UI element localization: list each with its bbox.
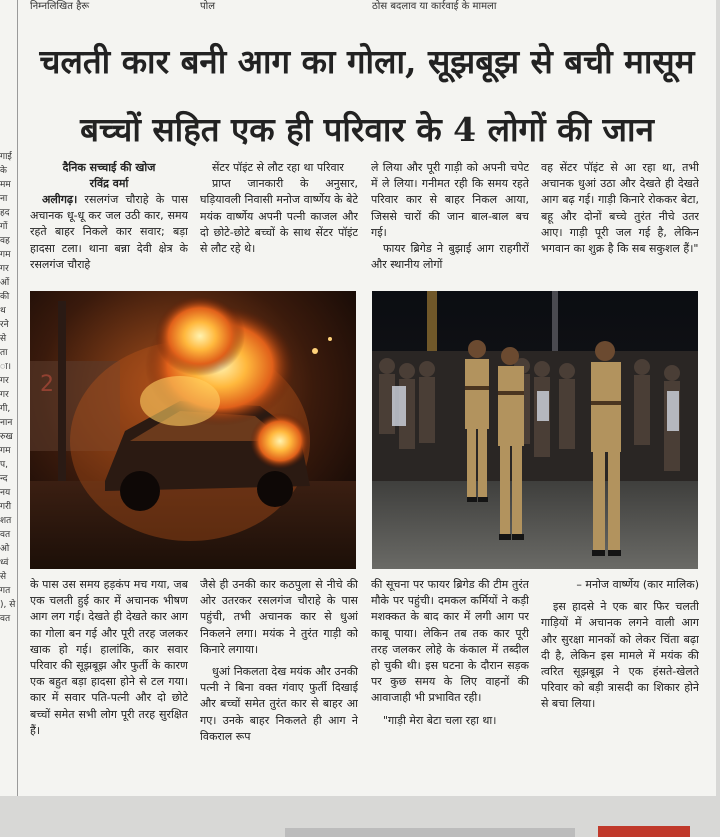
left-edge-column bbox=[0, 150, 16, 626]
left-edge-fragment: गर bbox=[0, 390, 9, 400]
left-edge-fragment: गी, bbox=[0, 404, 11, 414]
police-crowd-image bbox=[372, 291, 698, 569]
article-text: इस हादसे ने एक बार फिर चलती गाड़ियों में अचानक लगने वाली आग और सुरक्षा मानकों को लेकर चिंता बढ़ा दी है, लेकिन इस मामले में मयंक की त्वरित सूझबूझ ने एक हंसते-खेलते परिवार को बड़ी त्रासदी का शिकार होने से बचा लिया। bbox=[541, 600, 699, 711]
headline-line-2: बच्चों सहित एक ही परिवार के 4 लोगों की जान bbox=[80, 110, 654, 149]
top-strip-col1: निम्नलिखित हैरू bbox=[30, 1, 90, 12]
article-text: जैसे ही उनकी कार कठपुला से नीचे की ओर उतरकर रसलगंज चौराहे के पास पहुंची, तभी अचानक कार से धुआं निकलने लगा। मयंक ने तुरंत गाड़ी को किनारे लगाया। bbox=[200, 578, 358, 656]
left-edge-fragment: गरी bbox=[0, 502, 12, 512]
top-strip-col3: ठोस बदलाव या कार्रवाई के मामला bbox=[372, 1, 497, 12]
quote-intro: "गाड़ी मेरा बेटा चला रहा था। bbox=[383, 713, 497, 727]
left-edge-fragment: के bbox=[0, 166, 7, 176]
top-strip-col2: पोल bbox=[200, 1, 216, 12]
article-text: रसलगंज चौराहे के पास अचानक धू-धू कर जल उठी कार, समय रहते बाहर निकले कार सवार; बड़ा हादसा टला। थाना बन्ना देवी क्षेत्र के रसलगंज चौराहे bbox=[30, 193, 188, 271]
quote-text: वह सेंटर पॉइंट से आ रहा था, तभी अचानक धुआं उठा और देखते ही देखते आग बढ़ गई। गाड़ी किनारे रोककर बेटा, बहू और दोनों बच्चे तुरंत नीचे उतर आए। गाड़ी पूरी जल गई है, लेकिन भगवान का शुक्र है कि सब सकुशल हैं।" bbox=[541, 161, 699, 256]
article-text: ले लिया और पूरी गाड़ी को अपनी चपेट में ले लिया। गनीमत रही कि समय रहते परिवार कार से बाहर निकल आया, जिससे चारों की जान बाल-बाल बच गई। bbox=[371, 161, 529, 239]
left-edge-fragment: गाई bbox=[0, 152, 12, 162]
upper-column-2 bbox=[200, 160, 358, 278]
left-edge-fragment: वत bbox=[0, 614, 11, 624]
lower-column-1 bbox=[30, 577, 188, 767]
left-edge-fragment: ओं bbox=[0, 278, 10, 288]
left-edge-fragment: मम bbox=[0, 180, 11, 190]
article-text: प्राप्त जानकारी के अनुसार, घड़ियावली निवासी मनोज वार्ष्णेय के बेटे मयंक वार्ष्णेय अपनी पत्नी काजल और दो छोटे-छोटे बच्चों के साथ सेंटर पॉइंट से लौट रहे थे। bbox=[200, 177, 358, 256]
left-edge-fragment: वह bbox=[0, 236, 10, 246]
left-edge-fragment: ता bbox=[0, 348, 8, 358]
left-edge-fragment: नय bbox=[0, 488, 11, 498]
upper-column-3 bbox=[371, 160, 529, 278]
next-page-strip bbox=[285, 828, 575, 837]
lower-column-2 bbox=[200, 577, 358, 767]
left-edge-fragment: ना bbox=[0, 194, 8, 204]
left-edge-fragment: हद bbox=[0, 208, 10, 218]
left-edge-fragment: थ bbox=[0, 306, 6, 316]
lower-column-4 bbox=[541, 577, 699, 767]
byline-source: दैनिक सच्चाई की खोज bbox=[62, 161, 156, 174]
dateline: अलीगढ़। bbox=[42, 193, 78, 206]
next-page-accent bbox=[598, 826, 690, 837]
left-edge-fragment: गम bbox=[0, 250, 11, 260]
article-text: के पास उस समय हड़कंप मच गया, जब एक चलती हुई कार में अचानक भीषण आग लग गई। देखते ही देखते कार आग का गोला बन गई और पूरी तरह जलकर खाक हो गई। हालांकि, कार सवार परिवार की सूझबूझ और फुर्ती के कारण एक बहुत बड़ा हादसा होने से टल गया। कार में सवार पति-पत्नी और दो छोटे बच्चों समेत सभी लोग पूरी तरह सुरक्षित हैं। bbox=[30, 578, 188, 737]
left-edge-fragment: गत bbox=[0, 586, 11, 596]
left-edge-fragment: ा। bbox=[0, 362, 12, 372]
left-edge-fragment: प, bbox=[0, 460, 8, 470]
left-edge-fragment: न्द bbox=[0, 474, 8, 484]
left-edge-fragment: गम bbox=[0, 446, 11, 456]
left-edge-fragment: गर bbox=[0, 376, 9, 386]
column-divider bbox=[17, 0, 18, 796]
upper-column-4 bbox=[541, 160, 699, 278]
headline-line-1: चलती कार बनी आग का गोला, सूझबूझ से बची मासूम bbox=[39, 42, 695, 81]
quote-attribution: – मनोज वार्ष्णेय (कार मालिक) bbox=[576, 578, 699, 591]
subheading: फायर ब्रिगेड ने बुझाई आग राहगीरों और स्थानीय लोगों bbox=[371, 242, 529, 272]
left-edge-fragment: वत bbox=[0, 530, 11, 540]
left-edge-fragment: की bbox=[0, 292, 10, 302]
lower-column-3 bbox=[371, 577, 529, 767]
burning-car-photo bbox=[30, 291, 356, 569]
left-edge-fragment: गर bbox=[0, 264, 9, 274]
left-edge-fragment: से bbox=[0, 572, 7, 582]
left-edge-fragment: रने bbox=[0, 320, 9, 330]
subheading: सेंटर पॉइंट से लौट रहा था परिवार bbox=[212, 161, 344, 174]
article-text: की सूचना पर फायर ब्रिगेड की टीम तुरंत मौके पर पहुंची। दमकल कर्मियों ने कड़ी मशक्कत के बाद कार में लगी आग पर काबू पाया। लेकिन तब तक कार पूरी तरह जलकर लोहे के कंकाल में तब्दील हो चुकी थी। इस घटना के दौरान सड़क पर कुछ समय के लिए वाहनों की आवाजाही भी प्रभावित रही। bbox=[371, 578, 529, 705]
police-crowd-photo bbox=[372, 291, 698, 569]
svg-text:2: 2 bbox=[40, 372, 54, 397]
left-edge-fragment: गों bbox=[0, 222, 8, 232]
upper-column-1 bbox=[30, 160, 188, 278]
left-edge-fragment: से bbox=[0, 334, 7, 344]
byline-author: रविंद्र वर्मा bbox=[89, 177, 129, 190]
left-edge-fragment: शत bbox=[0, 516, 12, 526]
burning-car-image bbox=[30, 291, 356, 569]
left-edge-fragment: रुख bbox=[0, 432, 13, 442]
left-edge-fragment: ध्वं bbox=[0, 558, 9, 568]
left-edge-fragment: ओ bbox=[0, 544, 10, 554]
left-edge-fragment: नान bbox=[0, 418, 13, 428]
subheading: धुआं निकलता देख मयंक और उनकी पत्नी ने बिना वक्त गंवाए फुर्ती दिखाई और बच्चों समेत तुरंत कार से बाहर आ गए। उनके बाहर निकलते ही आग ने विकराल रूप bbox=[200, 665, 358, 743]
left-edge-fragment: ), से bbox=[0, 600, 16, 610]
